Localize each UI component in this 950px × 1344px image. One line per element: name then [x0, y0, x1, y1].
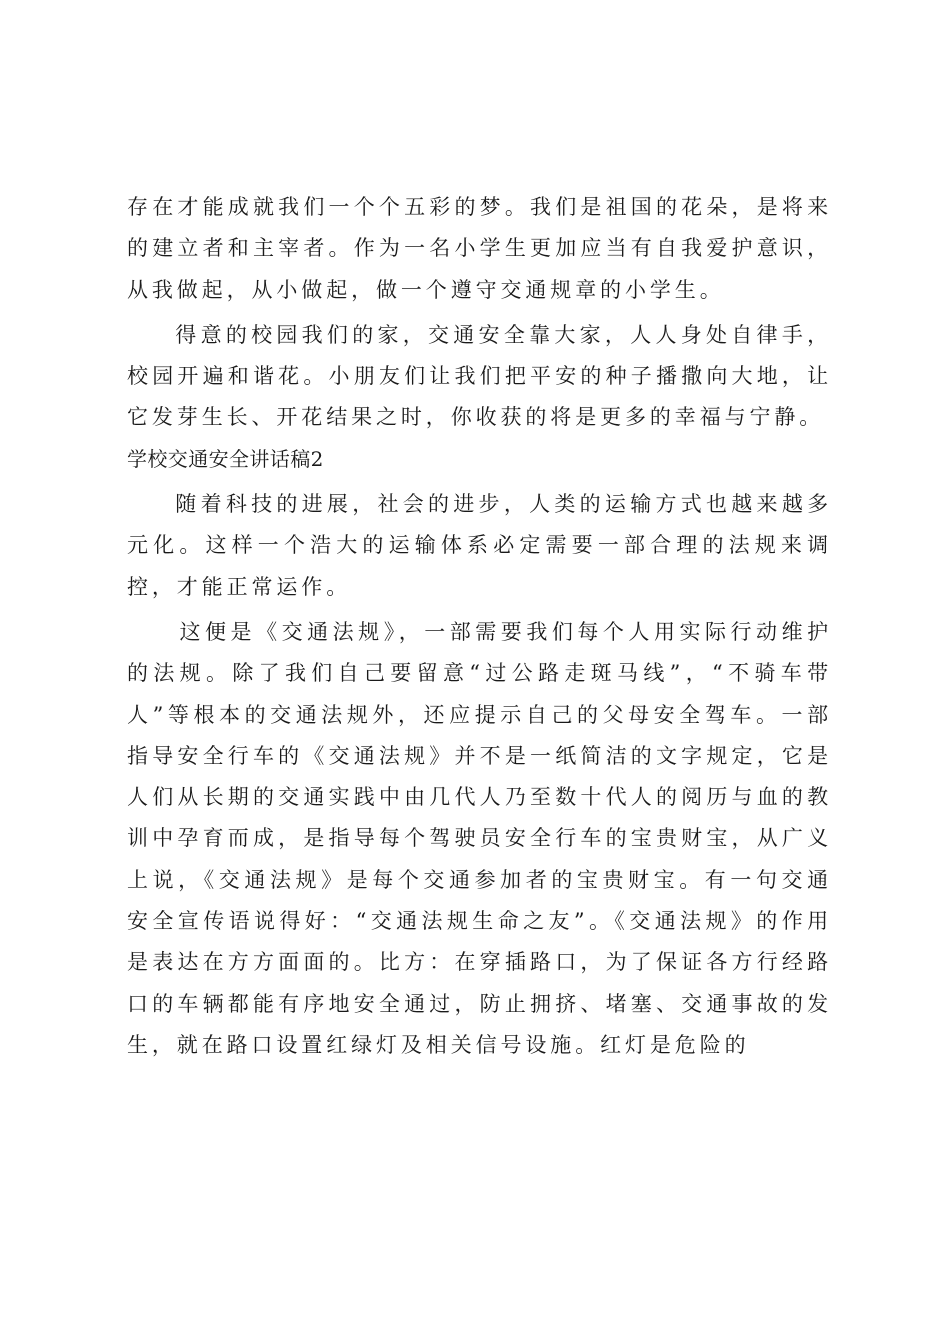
paragraph-technology-progress: 随着科技的进展，社会的进步，人类的运输方式也越来越多元化。这样一个浩大的运输体系必定需要一部合理的法规来调控，才能正常运作。	[127, 492, 832, 599]
paragraph-traffic-regulations: 这便是《交通法规》，一部需要我们每个人用实际行动维护的法规。除了我们自己要留意“过公路走斑马线”，“不骑车带人”等根本的交通法规外，还应提示自己的父母安全驾车。一部指导安全行车的《交通法规》并不是一纸简洁的文字规定，它是人们从长期的交通实践中由几代人乃至数十代人的阅历与血的教训中孕育而成，是指导每个驾驶员安全行车的宝贵财宝，从广义上说，《交通法规》是每个交通参加者的宝贵财宝。有一句交通安全宣传语说得好：“交通法规生命之友”。《交通法规》的作用是表达在方方面面的。比方：在穿插路口，为了保证各方行经路口的车辆都能有序地安全通过，防止拥挤、堵塞、交通事故的发生，就在路口设置红绿灯及相关信号设施。红灯是危险的	[127, 619, 832, 1057]
paragraph-school-campus: 得意的校园我们的家，交通安全靠大家，人人身处自律手，校园开遍和谐花。小朋友们让我们把平安的种子播撒向大地，让它发芽生长、开花结果之时，你收获的将是更多的幸福与宁静。	[127, 322, 832, 430]
document-body	[127, 187, 832, 1066]
paragraph-continuation: 存在才能成就我们一个个五彩的梦。我们是祖国的花朵，是将来的建立者和主宰者。作为一名小学生更加应当有自我爱护意识，从我做起，从小做起，做一个遵守交通规章的小学生。	[127, 195, 832, 302]
section-heading: 学校交通安全讲话稿2	[127, 446, 324, 471]
